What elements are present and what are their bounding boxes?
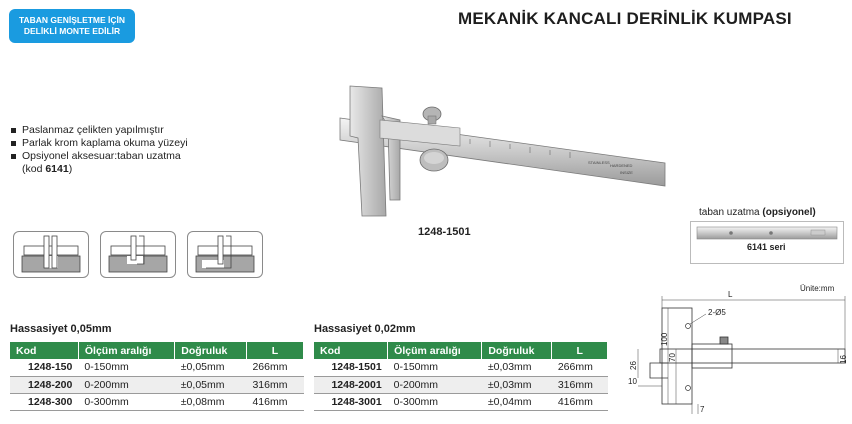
option-series: 6141 seri — [747, 242, 786, 252]
col-code: Kod — [10, 342, 78, 359]
page-title: MEKANİK KANCALI DERİNLİK KUMPASI — [458, 9, 792, 28]
unit-note: Ünite:mm — [800, 284, 835, 293]
info-badge — [9, 9, 135, 43]
feature-item: Opsiyonel aksesuar:taban uzatma — [10, 150, 188, 163]
badge-line-2: DELİKLİ MONTE EDİLİR — [23, 26, 121, 36]
hook-measure-icon — [100, 231, 176, 278]
feature-note: (kod 6141) — [22, 163, 73, 175]
table-header-row — [314, 342, 608, 359]
col-length: L — [246, 342, 303, 359]
dim-10: 10 — [628, 377, 637, 386]
col-length: L — [552, 342, 608, 359]
table-row: 1248-1501 0-150mm ±0,03mm 266mm — [314, 359, 608, 376]
technical-drawing — [620, 288, 850, 422]
table-row: 1248-2001 0-200mm ±0,03mm 316mm — [314, 376, 608, 393]
right-table-title: Hassasiyet 0,02mm — [314, 323, 416, 335]
col-range: Ölçüm aralığı — [388, 342, 482, 359]
col-accuracy: Doğruluk — [175, 342, 247, 359]
scale-mark: STAINLESS — [588, 160, 610, 165]
groove-measure-icon — [187, 231, 263, 278]
col-accuracy: Doğruluk — [482, 342, 552, 359]
dim-100: 100 — [660, 332, 669, 346]
spec-table-left — [10, 342, 304, 411]
dim-length: L — [728, 290, 733, 299]
depth-gauge-image — [320, 78, 670, 218]
table-row: 1248-200 0-200mm ±0,05mm 316mm — [10, 376, 304, 393]
dim-hole: 2-Ø5 — [708, 308, 726, 317]
feature-list — [10, 124, 188, 176]
badge-line-1: TABAN GENİŞLETME İÇİN — [18, 15, 126, 25]
dim-70: 70 — [668, 353, 677, 362]
spec-table-right — [314, 342, 608, 411]
scale-mark: INSIZE — [620, 170, 633, 175]
table-row: 1248-3001 0-300mm ±0,04mm 416mm — [314, 393, 608, 410]
option-label: taban uzatma (opsiyonel) — [699, 207, 816, 218]
accessory-code: 6141 — [45, 163, 69, 175]
table-row: 1248-300 0-300mm ±0,08mm 416mm — [10, 393, 304, 410]
feature-item: Paslanmaz çelikten yapılmıştır — [10, 124, 188, 137]
step-measure-icon — [13, 231, 89, 278]
scale-mark: HARDENED — [610, 163, 633, 168]
product-code-label: 1248-1501 — [418, 226, 471, 238]
dim-16: 16 — [839, 355, 848, 364]
left-table-title: Hassasiyet 0,05mm — [10, 323, 112, 335]
col-range: Ölçüm aralığı — [78, 342, 174, 359]
dim-26: 26 — [629, 361, 638, 370]
table-row: 1248-150 0-150mm ±0,05mm 266mm — [10, 359, 304, 376]
feature-item: Parlak krom kaplama okuma yüzeyi — [10, 137, 188, 150]
dim-7: 7 — [700, 405, 705, 414]
table-header-row — [10, 342, 304, 359]
col-code: Kod — [314, 342, 388, 359]
